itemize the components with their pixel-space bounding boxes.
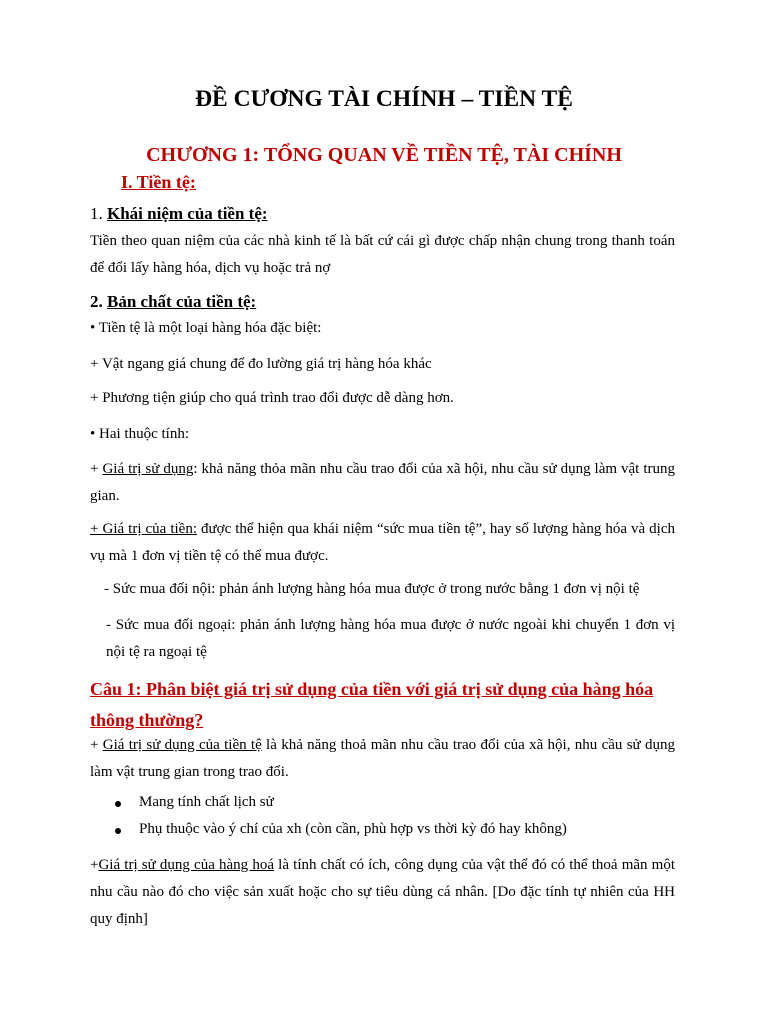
- paragraph-foreign-purchasing: - Sức mua đối ngoại: phản ánh lượng hàng hóa mua được ở nước ngoài khi chuyển 1 đơn vị nội tệ ra ngoại tệ: [106, 617, 675, 660]
- section-heading: I. Tiền tệ:: [121, 172, 196, 192]
- paragraph-money-value: [90, 516, 675, 570]
- line-special-goods: • Tiền tệ là một loại hàng hóa đặc biệt:: [90, 320, 322, 336]
- money-use-prefix: +: [90, 737, 103, 753]
- paragraph-money-use-value: [90, 732, 675, 786]
- bullet-item: Phụ thuộc vào ý chí của xh (còn cần, phù hợp vs thời kỳ đó hay không): [139, 821, 567, 837]
- heading-nature: [90, 292, 256, 312]
- heading-concept-text: Khái niệm của tiền tệ:: [107, 204, 268, 223]
- paragraph-definition: Tiền theo quan niệm của các nhà kinh tế là bất cứ cái gì được chấp nhận chung trong thanh toán để đổi lấy hàng hóa, dịch vụ hoặc trả nợ: [90, 233, 675, 276]
- money-value-prefix: +: [90, 521, 99, 537]
- paragraph-domestic-purchasing: - Sức mua đối nội: phản ánh lượng hàng hóa mua được ở trong nước bằng 1 đơn vị nội tệ: [104, 581, 640, 597]
- bullet-dot-icon: [115, 801, 121, 807]
- chapter-heading: CHƯƠNG 1: TỔNG QUAN VỀ TIỀN TỆ, TÀI CHÍNH: [146, 144, 622, 166]
- heading-concept: [90, 204, 268, 224]
- goods-use-term: Giá trị sử dụng của hàng hoá: [98, 857, 275, 873]
- bullet-item: Mang tính chất lịch sử: [139, 794, 274, 810]
- use-value-prefix: +: [90, 461, 103, 477]
- paragraph-goods-use-value: [90, 852, 675, 933]
- use-value-text: : khả năng thỏa mãn nhu cầu trao đổi của xã hội, nhu cầu sử dụng làm vật trung gian.: [90, 461, 675, 504]
- question-heading: Câu 1: Phân biệt giá trị sử dụng của tiền với giá trị sử dụng của hàng hóa thông thường?: [90, 679, 654, 730]
- line-two-attributes: • Hai thuộc tính:: [90, 426, 189, 442]
- money-use-text: là khả năng thoả mãn nhu cầu trao đổi của xã hội, nhu cầu sử dụng làm vật trung gian trong trao đổi.: [90, 737, 675, 780]
- money-use-term: Giá trị sử dụng của tiền tệ: [102, 737, 262, 753]
- money-value-text: được thể hiện qua khái niệm “sức mua tiền tệ”, hay số lượng hàng hóa và dịch vụ mà 1 đơn vị tiền tệ có thể mua được.: [90, 521, 676, 564]
- goods-use-text: là tính chất có ích, công dụng của vật thể đó có thể thoả mãn một nhu cầu nào đó cho việc sản xuất hoặc cho sự tiêu dùng cá nhân. [Do đặc tính tự nhiên của HH quy định]: [90, 857, 676, 927]
- bullet-dot-icon: [115, 828, 121, 834]
- document-title: ĐỀ CƯƠNG TÀI CHÍNH – TIỀN TỆ: [195, 86, 573, 112]
- money-value-term: Giá trị của tiền:: [98, 521, 198, 537]
- heading-nature-number: 2.: [90, 292, 103, 311]
- paragraph-use-value: [90, 456, 675, 510]
- heading-nature-text: Bản chất của tiền tệ:: [107, 292, 257, 311]
- line-equivalent: + Vật ngang giá chung để đo lường giá trị hàng hóa khác: [90, 356, 432, 372]
- goods-use-prefix: +: [90, 857, 99, 873]
- use-value-term: Giá trị sử dụng: [102, 461, 194, 477]
- line-exchange-means: + Phương tiện giúp cho quá trình trao đổi được dễ dàng hơn.: [90, 390, 454, 406]
- heading-concept-number: 1.: [90, 204, 103, 223]
